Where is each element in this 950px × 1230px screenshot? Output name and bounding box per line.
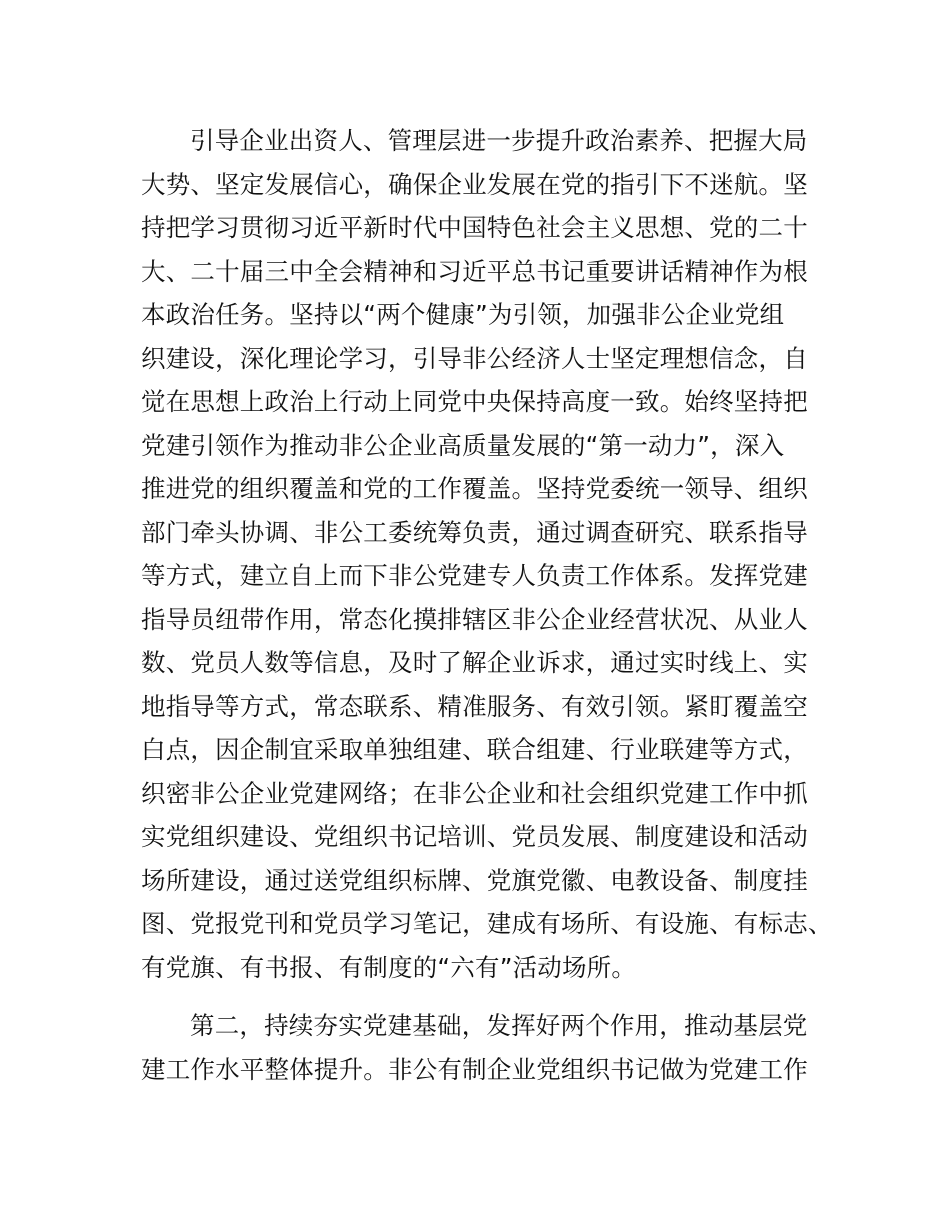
text-line: 推进党的组织覆盖和党的工作覆盖。坚持党委统一领导、组织 xyxy=(141,474,808,503)
text-line: 白点，因企制宜采取单独组建、联合组建、行业联建等方式， xyxy=(141,735,808,764)
text-line: 部门牵头协调、非公工委统筹负责，通过调查研究、联系指导 xyxy=(141,517,808,547)
text-line: 织建设，深化理论学习，引导非公经济人士坚定理想信念，自 xyxy=(141,343,808,373)
text-line: 等方式，建立自上而下非公党建专人负责工作体系。发挥党建 xyxy=(141,561,808,590)
text-line: 本政治任务。坚持以“两个健康”为引领，加强非公企业党组 xyxy=(141,300,785,329)
text-line: 觉在思想上政治上行动上同党中央保持高度一致。始终坚持把 xyxy=(141,387,808,416)
paragraph-2 xyxy=(141,1004,841,1091)
text-line: 大势、坚定发展信心，确保企业发展在党的指引下不迷航。坚 xyxy=(141,169,808,199)
text-line: 引导企业出资人、管理层进一步提升政治素养、把握大局 xyxy=(190,126,808,155)
text-line: 图、党报党刊和党员学习笔记，建成有场所、有设施、有标志、 xyxy=(141,909,833,938)
text-line: 实党组织建设、党组织书记培训、党员发展、制度建设和活动 xyxy=(141,822,808,851)
text-line: 地指导等方式，常态联系、精准服务、有效引领。紧盯覆盖空 xyxy=(141,691,808,721)
text-line: 大、二十届三中全会精神和习近平总书记重要讲话精神作为根 xyxy=(141,256,808,286)
text-line: 党建引领作为推动非公企业高质量发展的“第一动力”，深入 xyxy=(141,430,785,460)
text-line: 场所建设，通过送党组织标牌、党旗党徽、电教设备、制度挂 xyxy=(141,865,808,895)
text-line: 指导员纽带作用，常态化摸排辖区非公企业经营状况、从业人 xyxy=(141,604,808,634)
text-line: 第二，持续夯实党建基础，发挥好两个作用，推动基层党 xyxy=(190,1011,808,1040)
text-line: 织密非公企业党建网络；在非公企业和社会组织党建工作中抓 xyxy=(141,778,808,808)
paragraph-1 xyxy=(141,119,841,989)
text-line: 有党旗、有书报、有制度的“六有”活动场所。 xyxy=(141,952,637,982)
text-line: 持把学习贯彻习近平新时代中国特色社会主义思想、党的二十 xyxy=(141,213,808,242)
text-line: 数、党员人数等信息，及时了解企业诉求，通过实时线上、实 xyxy=(141,648,808,677)
text-line: 建工作水平整体提升。非公有制企业党组织书记做为党建工作 xyxy=(141,1054,808,1084)
